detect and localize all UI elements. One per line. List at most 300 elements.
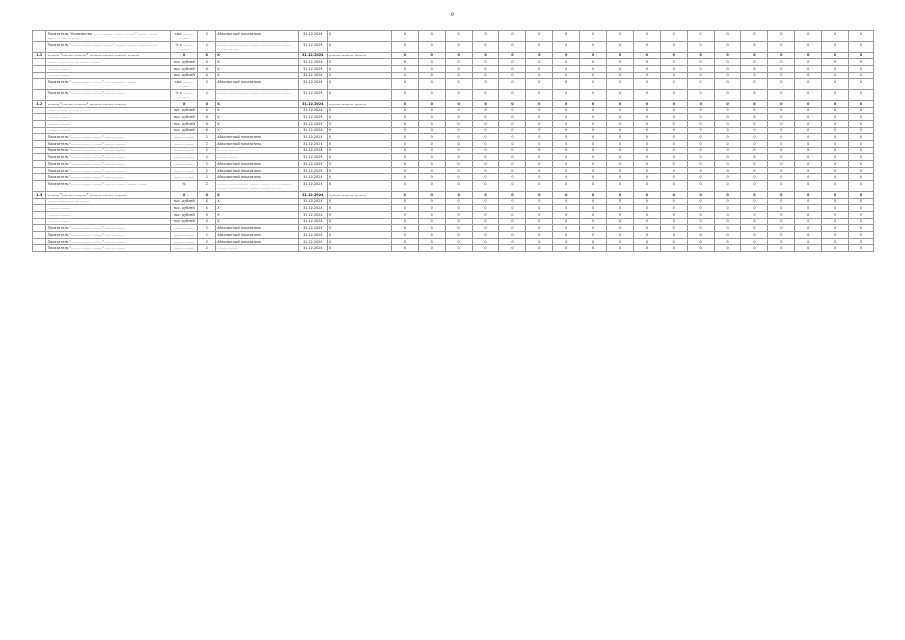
indicator-name-cell: Показатель "......... ......... ........." ......... ......... xyxy=(46,167,170,174)
value-cell: 0 xyxy=(714,191,741,198)
value-cell: 0 xyxy=(660,218,687,225)
method-cell: ......... ......... xyxy=(216,147,299,154)
value-cell: 0 xyxy=(687,205,714,212)
unit-cell: тыс. рублей xyxy=(170,107,198,114)
value-cell: 0 xyxy=(849,167,874,174)
value-cell: 0 xyxy=(472,245,499,252)
value-cell: 0 xyxy=(526,114,553,121)
value-cell: 0 xyxy=(687,245,714,252)
date-cell: 31.12.2024 xyxy=(298,127,327,134)
value-cell: 0 xyxy=(553,59,580,66)
source-cell: 0 xyxy=(327,167,391,174)
value-cell: 0 xyxy=(580,141,607,148)
row-number-cell xyxy=(33,198,46,205)
row-number-cell xyxy=(33,107,46,114)
code-cell: 2 xyxy=(198,161,216,168)
date-cell: 31.12.2024 xyxy=(298,114,327,121)
value-cell: 0 xyxy=(768,161,795,168)
value-cell: 0 xyxy=(741,205,768,212)
indicator-name-cell: ......... ......... ......... ......... xyxy=(46,198,170,205)
value-cell: 0 xyxy=(526,59,553,66)
value-cell: 0 xyxy=(526,100,553,107)
unit-cell: ......... ......... xyxy=(170,154,198,161)
value-cell: 0 xyxy=(660,114,687,121)
value-cell: 0 xyxy=(391,52,418,59)
value-cell: 0 xyxy=(445,167,472,174)
value-cell: 0 xyxy=(499,41,526,52)
value-cell: 0 xyxy=(687,52,714,59)
row-number-cell xyxy=(33,141,46,148)
value-cell: 0 xyxy=(822,154,849,161)
value-cell: 0 xyxy=(687,65,714,72)
code-cell: 2 xyxy=(198,238,216,245)
value-cell: 0 xyxy=(553,31,580,42)
code-cell: X xyxy=(198,65,216,72)
row-number-cell xyxy=(33,225,46,232)
value-cell: 0 xyxy=(580,232,607,239)
value-cell: 0 xyxy=(607,90,634,101)
value-cell: 0 xyxy=(849,127,874,134)
value-cell: 0 xyxy=(499,52,526,59)
value-cell: 0 xyxy=(741,127,768,134)
value-cell: 0 xyxy=(472,41,499,52)
indicator-name-cell: ......... ......... ......... ......... ......... xyxy=(46,59,170,66)
value-cell: 0 xyxy=(472,198,499,205)
code-cell: 2 xyxy=(198,90,216,101)
method-cell: X xyxy=(216,114,299,121)
method-cell: Абсолютный показатель xyxy=(216,238,299,245)
value-cell: 0 xyxy=(741,154,768,161)
value-cell: 0 xyxy=(822,41,849,52)
value-cell: 0 xyxy=(741,120,768,127)
value-cell: 0 xyxy=(445,134,472,141)
value-cell: 0 xyxy=(822,107,849,114)
value-cell: 0 xyxy=(472,120,499,127)
value-cell: 0 xyxy=(472,127,499,134)
value-cell: 0 xyxy=(472,65,499,72)
value-cell: 0 xyxy=(553,225,580,232)
row-number-cell xyxy=(33,147,46,154)
value-cell: 0 xyxy=(418,174,445,181)
table-row xyxy=(33,218,874,225)
value-cell: 0 xyxy=(795,245,822,252)
code-cell: X xyxy=(198,100,216,107)
value-cell: 0 xyxy=(391,90,418,101)
value-cell: 0 xyxy=(768,90,795,101)
value-cell: 0 xyxy=(633,161,660,168)
method-cell: Абсолютный показатель xyxy=(216,167,299,174)
unit-cell: ......... ......... xyxy=(170,167,198,174)
value-cell: 0 xyxy=(714,245,741,252)
table-row xyxy=(33,72,874,79)
value-cell: 0 xyxy=(741,211,768,218)
value-cell: 0 xyxy=(418,79,445,90)
value-cell: 0 xyxy=(633,154,660,161)
value-cell: 0 xyxy=(526,79,553,90)
value-cell: 0 xyxy=(580,31,607,42)
source-cell: 0 xyxy=(327,205,391,212)
value-cell: 0 xyxy=(580,245,607,252)
value-cell: 0 xyxy=(822,127,849,134)
value-cell: 0 xyxy=(553,181,580,192)
value-cell: 0 xyxy=(660,167,687,174)
row-number-cell xyxy=(33,79,46,90)
value-cell: 0 xyxy=(580,134,607,141)
value-cell: 0 xyxy=(822,167,849,174)
value-cell: 0 xyxy=(849,90,874,101)
indicator-name-cell: Показатель "......... ......... ........." ......... ......... xyxy=(46,161,170,168)
value-cell: 0 xyxy=(741,238,768,245)
indicator-name-cell: - ......... ......... xyxy=(46,205,170,212)
source-cell: 0 xyxy=(327,72,391,79)
value-cell: 0 xyxy=(714,147,741,154)
value-cell: 0 xyxy=(391,147,418,154)
indicator-name-cell: ......... ......... ......... ......... xyxy=(46,107,170,114)
value-cell: 0 xyxy=(714,114,741,121)
indicator-name-cell: ......... "......... ........." ......... ......... ......... xyxy=(46,100,170,107)
source-cell: 0 xyxy=(327,181,391,192)
value-cell: 0 xyxy=(741,100,768,107)
indicator-name-cell: Показатель "......... ......... ........." ......... ......... xyxy=(46,174,170,181)
value-cell: 0 xyxy=(633,211,660,218)
value-cell: 0 xyxy=(553,134,580,141)
table-row xyxy=(33,107,874,114)
value-cell: 0 xyxy=(768,154,795,161)
value-cell: 0 xyxy=(633,90,660,101)
value-cell: 0 xyxy=(633,245,660,252)
date-cell: 31.12.2024 xyxy=(298,65,327,72)
value-cell: 0 xyxy=(526,41,553,52)
value-cell: 0 xyxy=(580,198,607,205)
value-cell: 0 xyxy=(472,174,499,181)
value-cell: 0 xyxy=(822,79,849,90)
indicator-name-cell: Показатель "......... ......... ........." ......... ......... xyxy=(46,134,170,141)
value-cell: 0 xyxy=(553,232,580,239)
code-cell: X xyxy=(198,114,216,121)
unit-cell: тыс. рублей xyxy=(170,114,198,121)
value-cell: 0 xyxy=(499,65,526,72)
value-cell: 0 xyxy=(687,154,714,161)
source-cell: 0 xyxy=(327,79,391,90)
value-cell: 0 xyxy=(822,198,849,205)
code-cell: 2 xyxy=(198,181,216,192)
value-cell: 0 xyxy=(795,191,822,198)
value-cell: 0 xyxy=(607,161,634,168)
value-cell: 0 xyxy=(418,198,445,205)
source-cell: 0 xyxy=(327,65,391,72)
value-cell: 0 xyxy=(391,198,418,205)
unit-cell: тыс. рублей xyxy=(170,218,198,225)
value-cell: 0 xyxy=(660,181,687,192)
table-row xyxy=(33,147,874,154)
value-cell: 0 xyxy=(391,141,418,148)
value-cell: 0 xyxy=(418,181,445,192)
value-cell: 0 xyxy=(472,59,499,66)
value-cell: 0 xyxy=(660,100,687,107)
value-cell: 0 xyxy=(687,198,714,205)
value-cell: 0 xyxy=(768,191,795,198)
value-cell: 0 xyxy=(472,181,499,192)
value-cell: 0 xyxy=(553,120,580,127)
value-cell: 0 xyxy=(445,120,472,127)
unit-cell: тыс. рублей xyxy=(170,120,198,127)
value-cell: 0 xyxy=(499,141,526,148)
value-cell: 0 xyxy=(687,211,714,218)
value-cell: 0 xyxy=(795,107,822,114)
value-cell: 0 xyxy=(499,225,526,232)
value-cell: 0 xyxy=(741,72,768,79)
value-cell: 0 xyxy=(768,147,795,154)
value-cell: 0 xyxy=(768,211,795,218)
unit-cell: ......... ......... xyxy=(170,232,198,239)
value-cell: 0 xyxy=(849,52,874,59)
value-cell: 0 xyxy=(499,100,526,107)
indicator-name-cell: - ......... ......... xyxy=(46,218,170,225)
value-cell: 0 xyxy=(849,134,874,141)
date-cell: 31.12.2024 xyxy=(298,72,327,79)
value-cell: 0 xyxy=(849,59,874,66)
value-cell: 0 xyxy=(714,232,741,239)
row-number-cell xyxy=(33,31,46,42)
code-cell: X xyxy=(198,107,216,114)
value-cell: 0 xyxy=(795,72,822,79)
value-cell: 0 xyxy=(741,225,768,232)
value-cell: 0 xyxy=(633,147,660,154)
value-cell: 0 xyxy=(714,107,741,114)
value-cell: 0 xyxy=(499,167,526,174)
value-cell: 0 xyxy=(580,225,607,232)
row-number-cell xyxy=(33,72,46,79)
table-row xyxy=(33,225,874,232)
value-cell: 0 xyxy=(714,79,741,90)
row-number-cell xyxy=(33,167,46,174)
value-cell: 0 xyxy=(472,31,499,42)
value-cell: 0 xyxy=(633,218,660,225)
row-number-cell xyxy=(33,232,46,239)
unit-cell: тыс. рублей xyxy=(170,211,198,218)
value-cell: 0 xyxy=(391,59,418,66)
row-number-cell: 1.3 xyxy=(33,191,46,198)
value-cell: 0 xyxy=(553,72,580,79)
date-cell: 31.12.2024 xyxy=(298,205,327,212)
value-cell: 0 xyxy=(741,59,768,66)
value-cell: 0 xyxy=(418,72,445,79)
value-cell: 0 xyxy=(768,41,795,52)
indicator-name-cell: Показатель "......... ......... ........." ......... ......... ......... ......... xyxy=(46,181,170,192)
value-cell: 0 xyxy=(418,127,445,134)
value-cell: 0 xyxy=(472,205,499,212)
value-cell: 0 xyxy=(795,211,822,218)
table-row xyxy=(33,79,874,90)
date-cell: 31.12.2024 xyxy=(298,52,327,59)
value-cell: 0 xyxy=(714,52,741,59)
date-cell: 31.12.2024 xyxy=(298,218,327,225)
indicator-name-cell: Показатель "......... ......... ........." ......... ......... xyxy=(46,238,170,245)
value-cell: 0 xyxy=(768,238,795,245)
row-number-cell xyxy=(33,211,46,218)
value-cell: 0 xyxy=(472,191,499,198)
method-cell: Абсолютный показатель xyxy=(216,31,299,42)
value-cell: 0 xyxy=(445,174,472,181)
indicator-name-cell: - ......... ......... xyxy=(46,127,170,134)
indicator-name-cell: - ......... ......... xyxy=(46,120,170,127)
method-cell: Абсолютный показатель xyxy=(216,79,299,90)
value-cell: 0 xyxy=(633,198,660,205)
date-cell: 31.12.2024 xyxy=(298,147,327,154)
table-row xyxy=(33,134,874,141)
value-cell: 0 xyxy=(687,218,714,225)
value-cell: 0 xyxy=(526,52,553,59)
value-cell: 0 xyxy=(526,225,553,232)
value-cell: 0 xyxy=(472,167,499,174)
value-cell: 0 xyxy=(391,238,418,245)
value-cell: 0 xyxy=(472,225,499,232)
value-cell: 0 xyxy=(795,79,822,90)
value-cell: 0 xyxy=(553,147,580,154)
table-row xyxy=(33,238,874,245)
value-cell: 0 xyxy=(445,65,472,72)
unit-cell: ......... ......... xyxy=(170,141,198,148)
value-cell: 0 xyxy=(418,114,445,121)
value-cell: 0 xyxy=(526,72,553,79)
value-cell: 0 xyxy=(499,198,526,205)
method-cell: ......... ......... ......... ......... ......... ......... ......... ......... ......... ......... ......... ......... ......... xyxy=(216,181,299,192)
value-cell: 0 xyxy=(391,211,418,218)
code-cell: X xyxy=(198,211,216,218)
value-cell: 0 xyxy=(607,167,634,174)
code-cell: 2 xyxy=(198,245,216,252)
value-cell: 0 xyxy=(741,147,768,154)
row-number-cell xyxy=(33,41,46,52)
value-cell: 0 xyxy=(660,79,687,90)
value-cell: 0 xyxy=(499,120,526,127)
table-row xyxy=(33,90,874,101)
value-cell: 0 xyxy=(418,147,445,154)
code-cell: X xyxy=(198,205,216,212)
value-cell: 0 xyxy=(633,31,660,42)
value-cell: 0 xyxy=(633,100,660,107)
table-row xyxy=(33,120,874,127)
source-cell: ......... ......... ......... xyxy=(327,100,391,107)
method-cell: X xyxy=(216,205,299,212)
date-cell: 31.12.2024 xyxy=(298,174,327,181)
value-cell: 0 xyxy=(553,141,580,148)
value-cell: 0 xyxy=(418,107,445,114)
value-cell: 0 xyxy=(714,72,741,79)
value-cell: 0 xyxy=(768,167,795,174)
table-row xyxy=(33,65,874,72)
method-cell: X xyxy=(216,198,299,205)
value-cell: 0 xyxy=(660,205,687,212)
date-cell: 31.12.2024 xyxy=(298,107,327,114)
value-cell: 0 xyxy=(687,167,714,174)
value-cell: 0 xyxy=(553,161,580,168)
value-cell: 0 xyxy=(741,181,768,192)
value-cell: 0 xyxy=(499,174,526,181)
value-cell: 0 xyxy=(687,147,714,154)
date-cell: 31.12.2024 xyxy=(298,161,327,168)
row-number-cell xyxy=(33,134,46,141)
row-number-cell xyxy=(33,90,46,101)
value-cell: 0 xyxy=(741,141,768,148)
source-cell: 0 xyxy=(327,134,391,141)
indicator-name-cell: Показатель "......... ......... ........." ......... ......... xyxy=(46,245,170,252)
value-cell: 0 xyxy=(822,134,849,141)
value-cell: 0 xyxy=(472,232,499,239)
value-cell: 0 xyxy=(714,218,741,225)
value-cell: 0 xyxy=(607,147,634,154)
value-cell: 0 xyxy=(768,107,795,114)
unit-cell: ......... ......... xyxy=(170,134,198,141)
value-cell: 0 xyxy=(822,31,849,42)
value-cell: 0 xyxy=(660,120,687,127)
value-cell: 0 xyxy=(714,225,741,232)
value-cell: 0 xyxy=(795,31,822,42)
source-cell: 0 xyxy=(327,120,391,127)
value-cell: 0 xyxy=(445,79,472,90)
value-cell: 0 xyxy=(445,191,472,198)
code-cell: X xyxy=(198,59,216,66)
value-cell: 0 xyxy=(795,205,822,212)
table-row xyxy=(33,167,874,174)
value-cell: 0 xyxy=(741,90,768,101)
value-cell: 0 xyxy=(687,100,714,107)
value-cell: 0 xyxy=(714,174,741,181)
value-cell: 0 xyxy=(795,218,822,225)
value-cell: 0 xyxy=(849,161,874,168)
value-cell: 0 xyxy=(391,79,418,90)
method-cell: X xyxy=(216,59,299,66)
value-cell: 0 xyxy=(472,100,499,107)
value-cell: 0 xyxy=(526,65,553,72)
value-cell: 0 xyxy=(391,41,418,52)
value-cell: 0 xyxy=(795,174,822,181)
value-cell: 0 xyxy=(741,245,768,252)
value-cell: 0 xyxy=(607,154,634,161)
value-cell: 0 xyxy=(795,147,822,154)
value-cell: 0 xyxy=(687,161,714,168)
value-cell: 0 xyxy=(445,147,472,154)
unit-cell: тыс. рублей xyxy=(170,127,198,134)
value-cell: 0 xyxy=(472,211,499,218)
value-cell: 0 xyxy=(714,211,741,218)
value-cell: 0 xyxy=(687,127,714,134)
value-cell: 0 xyxy=(607,79,634,90)
value-cell: 0 xyxy=(445,31,472,42)
code-cell: 2 xyxy=(198,167,216,174)
date-cell: 31.12.2024 xyxy=(298,238,327,245)
value-cell: 0 xyxy=(741,174,768,181)
source-cell: 0 xyxy=(327,218,391,225)
unit-cell: % xyxy=(170,181,198,192)
value-cell: 0 xyxy=(445,100,472,107)
value-cell: 0 xyxy=(822,225,849,232)
value-cell: 0 xyxy=(445,154,472,161)
method-cell: ......... ......... xyxy=(216,245,299,252)
value-cell: 0 xyxy=(714,134,741,141)
row-number-cell xyxy=(33,161,46,168)
method-cell: X xyxy=(216,107,299,114)
value-cell: 0 xyxy=(633,65,660,72)
source-cell: 0 xyxy=(327,161,391,168)
value-cell: 0 xyxy=(714,127,741,134)
value-cell: 0 xyxy=(822,90,849,101)
value-cell: 0 xyxy=(445,127,472,134)
value-cell: 0 xyxy=(580,114,607,121)
value-cell: 0 xyxy=(472,147,499,154)
source-cell: 0 xyxy=(327,154,391,161)
value-cell: 0 xyxy=(607,238,634,245)
